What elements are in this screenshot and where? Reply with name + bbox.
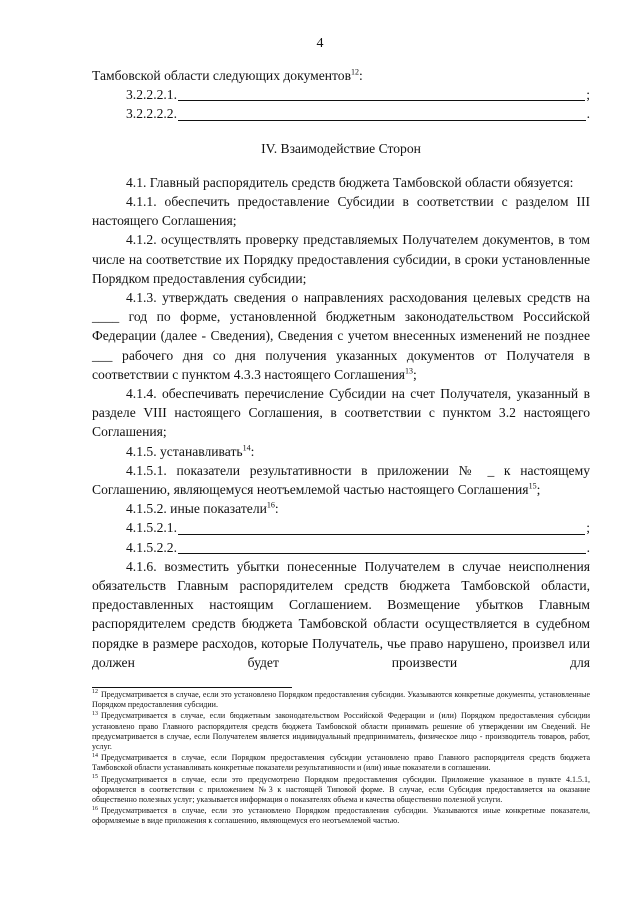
blank-line-4-1-5-2-2 bbox=[92, 538, 590, 557]
footnote-12 bbox=[92, 690, 590, 710]
footnote-separator bbox=[92, 687, 292, 688]
item-end: . bbox=[586, 539, 590, 555]
footnote-16 bbox=[92, 806, 590, 826]
item-label: 4.1.5.2.1. bbox=[126, 520, 177, 536]
paragraph-text: 4.1.5.2. иные показатели bbox=[126, 501, 267, 517]
footnote-13 bbox=[92, 711, 590, 752]
paragraph-4-1-6: 4.1.6. возместить убытки понесенные Получателем в случае неисполнения обязательств Главным распорядителем средств бюджета Тамбовской области, предоставленных настоящим Соглашением. Возмещение убытков Главным распорядителем средств бюджета Тамбовской области осуществляется в судебном порядке в размере расходов, которые Получатель, чье право нарушено, произвел или должен будет произвести для bbox=[92, 558, 590, 670]
footnote-text: Предусматривается в случае, если бюджетным законодательством Российской Федерации и (или) Порядком предоставления субсидии установлено право Главного распорядителя средств бюджета Тамбовской области принимать решение об утверждении им Сведений. Не предусматривается в случае, если Получателем является индивидуальный предприниматель, физическое лицо - производитель товаров, работ, услуг. bbox=[92, 711, 590, 752]
footnote-ref-16: 16 bbox=[266, 500, 275, 510]
footnote-number: 16 bbox=[92, 805, 98, 812]
blank-underline bbox=[178, 540, 586, 554]
paragraph-end: : bbox=[250, 443, 255, 459]
footnote-ref-14: 14 bbox=[242, 443, 251, 453]
blank-line-4-1-5-2-1 bbox=[92, 518, 590, 537]
footnote-text: Предусматривается в случае, если Порядком предоставления субсидии установлено право Главного распорядителя средств бюджета Тамбовской области устанавливать конкретные показатели результативности и (или) иные показатели в соглашении. bbox=[92, 753, 590, 773]
paragraph-4-1-3 bbox=[92, 288, 590, 384]
blank-underline bbox=[178, 87, 585, 101]
footnote-text: Предусматривается в случае, если это установлено Порядком предоставления субсидии. Указываются конкретные документы, установленные Порядком предоставления субсидии. bbox=[92, 690, 590, 710]
footnote-ref-12: 12 bbox=[351, 67, 360, 77]
paragraph-4-1-5-1 bbox=[92, 461, 590, 499]
item-end: ; bbox=[586, 520, 590, 536]
blank-line-3-2-2-2-1 bbox=[92, 85, 590, 104]
paragraph-4-1-5 bbox=[92, 442, 590, 461]
footnote-ref-13: 13 bbox=[405, 366, 413, 376]
paragraph-end: : bbox=[274, 501, 279, 517]
item-end: ; bbox=[586, 87, 590, 103]
section-heading: IV. Взаимодействие Сторон bbox=[261, 140, 421, 156]
footnote-text: Предусматривается в случае, если это установлено Порядком предоставления субсидии. Указываются иные конкретные показатели, оформляемые в виде приложения к соглашению, являющемуся его неотъемлемой частью. bbox=[92, 806, 590, 826]
paragraph-4-1: 4.1. Главный распорядитель средств бюджета Тамбовской области обязуется: bbox=[126, 174, 574, 190]
paragraph-4-1-1: 4.1.1. обеспечить предоставление Субсидии в соответствии с разделом III настоящего Соглашения; bbox=[92, 194, 590, 229]
footnote-number: 14 bbox=[92, 752, 98, 759]
item-label: 4.1.5.2.2. bbox=[126, 539, 177, 555]
paragraph-4-1-2: 4.1.2. осуществлять проверку представляемых Получателем документов, в том числе на соответствие их Порядку предоставления субсидии, в сроки установленные Порядком предоставления субсидии; bbox=[92, 232, 590, 286]
blank-line-3-2-2-2-2 bbox=[92, 104, 590, 123]
footnotes bbox=[92, 690, 590, 828]
paragraph-4-1-4: 4.1.4. обеспечивать перечисление Субсидии на счет Получателя, указанный в разделе VIII настоящего Соглашения, в соответствии с пунктом 3.2 настоящего Соглашения; bbox=[92, 386, 590, 440]
paragraph-text: 4.1.5.1. показатели результативности в приложении № _ к настоящему Соглашению, являющемуся неотъемлемой частью настоящего Соглашения bbox=[92, 462, 590, 498]
paragraph-text: 4.1.3. утверждать сведения о направлениях расходования целевых средств на ____ год по форме, установленной бюджетным законодательством Российской Федерации (далее - Сведения), Сведения с учетом внесенных изменений не позднее ___ рабочего дня со дня получения указанных документов от Получателя в соответствии с пунктом 4.3.3 настоящего Соглашения bbox=[92, 290, 590, 382]
intro-text: Тамбовской области следующих документов bbox=[92, 68, 352, 83]
item-end: . bbox=[586, 106, 590, 122]
footnote-14 bbox=[92, 753, 590, 773]
page-number: 4 bbox=[316, 36, 324, 51]
footnote-15 bbox=[92, 775, 590, 806]
paragraph-end: ; bbox=[413, 366, 417, 382]
intro-colon: : bbox=[359, 68, 363, 83]
footnote-text: Предусматривается в случае, если это предусмотрено Порядком предоставления субсидии. Приложение указанное в пункте 4.1.5.1, оформляется в соответствии с приложением №3 к настоящей Типовой форме. В случае, если Субсидия предоставляется на оказание общественно полезных услуг; указывается информация о показателях объема и качества общественно полезной услуги. bbox=[92, 774, 590, 805]
paragraph-end: ; bbox=[536, 482, 541, 498]
footnote-ref-15: 15 bbox=[528, 481, 537, 491]
footnote-number: 13 bbox=[92, 710, 98, 717]
item-label: 3.2.2.2.1. bbox=[126, 87, 177, 103]
intro-line bbox=[92, 66, 590, 85]
main-text bbox=[92, 66, 590, 672]
item-label: 3.2.2.2.2. bbox=[126, 106, 177, 122]
footnote-number: 12 bbox=[92, 689, 98, 696]
paragraph-4-1-5-2 bbox=[92, 499, 590, 518]
paragraph-text: 4.1.5. устанавливать bbox=[126, 443, 243, 459]
blank-underline bbox=[178, 107, 586, 121]
blank-underline bbox=[178, 521, 585, 535]
footnote-number: 15 bbox=[92, 773, 98, 780]
